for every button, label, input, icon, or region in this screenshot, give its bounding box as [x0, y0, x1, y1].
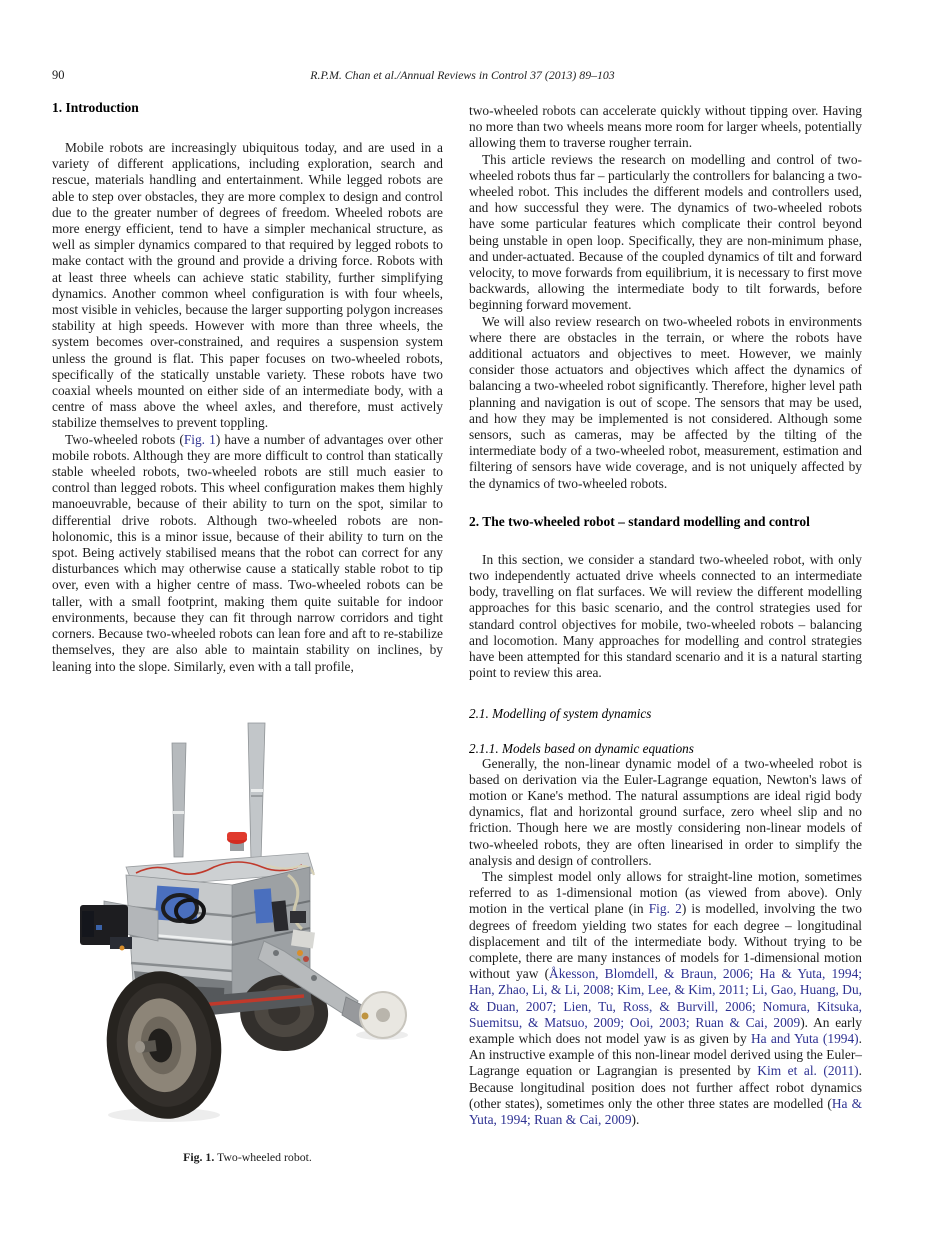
- figure-1-image: [52, 715, 443, 1133]
- running-head: R.P.M. Chan et al./Annual Reviews in Control 37 (2013) 89–103: [310, 68, 615, 82]
- citation-link[interactable]: Kim et al. (2011): [757, 1063, 859, 1079]
- blue-component-right: [254, 888, 273, 923]
- text-segment: ) is modelled, involving the two degrees of freedom yielding two states for each degree – longitudinal displacement and tilt of the intermediate body. Without trying to be complete, there are many instances of models for 1-dimensional motion without yaw (: [469, 901, 862, 982]
- figure-1: [52, 715, 443, 1164]
- figure-1-reference-link[interactable]: Fig. 1: [183, 431, 216, 447]
- figure-1-caption-text: Two-wheeled robot.: [214, 1149, 312, 1164]
- text-segment: . An instructive example of this non-linear model derived using the Euler–Lagrange equation or Lagrangian is presented by: [469, 1030, 862, 1079]
- paragraph: Generally, the non-linear dynamic model of a two-wheeled robot is based on derivation via the Euler-Lagrange equation, Newton's laws of motion or Kane's method. The natural assumptions are ideal rigid body dynamics, flat and horizontal ground surface, zero wheel slip and no friction. Though here we are mostly considering non-linear models of two-wheeled robots, they are often linearised in order to simplify the analysis and design of controllers.: [469, 755, 862, 868]
- section-1-heading: 1. Introduction: [52, 100, 139, 115]
- text-segment: ).: [631, 1111, 640, 1127]
- citation-link[interactable]: Ha & Yuta, 1994; Ruan & Cai, 2009: [469, 1095, 862, 1127]
- emergency-stop-button: [227, 832, 247, 840]
- figure-1-caption: [52, 1150, 443, 1164]
- right-column: [469, 100, 862, 1128]
- text-segment: ) have a number of advantages over other mobile robots. Although they are more difficult to control than statically stable wheeled robots, two-wheeled robots are still much easier to control than legged robots. This wheel configuration makes them highly manoeuvrable, because of their ability to turn on the spot, similar to differential drive robots. Although two-wheeled robots are non-holonomic, this is a minor issue, because of their ability to turn on the spot. Being actively stabilised means that the robot can correct for any disturbances which may otherwise cause a statically stable robot to tip over, even with a higher centre of mass. Two-wheeled robots can be taller, with a small footprint, making them quite suitable for indoor environments, because they can fit through narrow corridors and tight corners. Because two-wheeled robots can lean fore and aft to re-stabilize themselves, they are also able to maintain stability on inclines, by leaning into the slope. Similarly, even with a tall profile,: [52, 431, 443, 674]
- page-number: 90: [52, 68, 65, 82]
- section-2-heading: 2. The two-wheeled robot – standard modelling and control: [469, 513, 810, 529]
- text-segment: . Because longitudinal position does not further affect robot dynamics (other states), sometimes only the other three states are modelled (: [469, 1063, 862, 1111]
- citation-link[interactable]: Ha and Yuta (1994): [750, 1030, 859, 1046]
- figure-2-reference-link[interactable]: Fig. 2: [648, 901, 682, 917]
- citation-link[interactable]: Åkesson, Blomdell, & Braun, 2006; Ha & Yuta, 1994; Han, Zhao, Li, & Li, 2008; Kim, Lee, & Kim, 2011; Li, Gao, Huang, Du, & Duan, 2007; Lien, Tu, Ross, & Burvill, 2006; Nomura, Kitsuka, Suemitsu, & Matsuo, 2009; Ooi, 2003; Ruan & Cai, 2009: [469, 966, 862, 1030]
- text-segment: The simplest model only allows for straight-line motion, sometimes referred to as 1-dimensional motion (as viewed from above). Only motion in the vertical plane (in: [469, 868, 862, 917]
- left-mast: [172, 743, 186, 857]
- paragraph: [52, 432, 443, 675]
- paragraph: This article reviews the research on modelling and control of two-wheeled robots thus far – particularly the controllers for balancing a two-wheeled robot. This includes the different models and controllers used, and how successful they were. The dynamics of two-wheeled robots have some particular features which complicate their control beyond being unstable in open loop. Specifically, they are non-minimum phase, and under-actuated. Because of the coupled dynamics of tilt and forward velocity, to move forwards from equilibrium, it is necessary to first move backwards, allowing the intermediate body to tilt forwards, before beginning forward movement.: [469, 151, 862, 313]
- left-column: [52, 100, 443, 1164]
- paragraph: We will also review research on two-wheeled robots in environments where there are obstacles in the terrain, or where the robots have additional actuators and objectives to meet. However, we mainly consider those actuators and objectives which affect the dynamics of balancing a two-wheeled robot significantly. Therefore, higher level path planning and navigation is out of scope. The sensors that may be used, and how they may be implemented is not considered. Although some sensors, such as cameras, may be affected by the tilting of the intermediate body of a two-wheeled robot, measurement, estimation and filtering of sensors have wide coverage, and is not uniquely affected by the dynamics of two-wheeled robots.: [469, 313, 862, 491]
- section-2-1-heading: 2.1. Modelling of system dynamics: [469, 705, 652, 721]
- paragraph: In this section, we consider a standard two-wheeled robot, with only two independently actuated drive wheels connected to an intermediate body, travelling on flat surfaces. We will review the different modelling approaches for this basic scenario, and the control strategies used for standard control objectives for mobile, two-wheeled robots – balancing and locomotion. Many approaches for modelling and control strategies have been attempted for this standard scenario and it is a natural starting point to review this area.: [469, 551, 862, 681]
- figure-1-caption-label: Fig. 1.: [183, 1149, 215, 1164]
- text-segment: ). An early example which does not model yaw is as given by: [469, 1014, 863, 1046]
- paragraph: [469, 869, 862, 1128]
- paragraph: two-wheeled robots can accelerate quickly without tipping over. Having no more than two wheels means more room for larger wheels, potentially allowing them to traverse rougher terrain.: [469, 103, 862, 151]
- paragraph: Mobile robots are increasingly ubiquitous today, and are used in a variety of different applications, including exploration, search and rescue, materials handling and entertainment. While legged robots are able to step over obstacles, they are more complex to design and control due to the greater number of degrees of freedom. Wheeled robots are more energy efficient, tend to have a simpler mechanical structure, as well as simpler dynamics compared to that required by legged robots to make contact with the ground and provide a driving force. Robots with at least three wheels can achieve static stability, further simplifying dynamics. Another common wheel configuration is with four wheels, most visible in vehicles, because the larger supporting polygon increases stability at high speeds. However with more than three wheels, the system becomes over-constrained, and requires a suspension system unless the ground is flat. This paper focuses on two-wheeled robots, specifically of the statically unstable variety. These robots have two coaxial wheels mounted on either side of an intermediate body, with a centre of mass above the wheel axles, and therefore, must actively stabilize themselves to prevent toppling.: [52, 140, 443, 431]
- text-segment: Two-wheeled robots (: [65, 431, 184, 447]
- section-2-1-1-heading: 2.1.1. Models based on dynamic equations: [469, 740, 694, 756]
